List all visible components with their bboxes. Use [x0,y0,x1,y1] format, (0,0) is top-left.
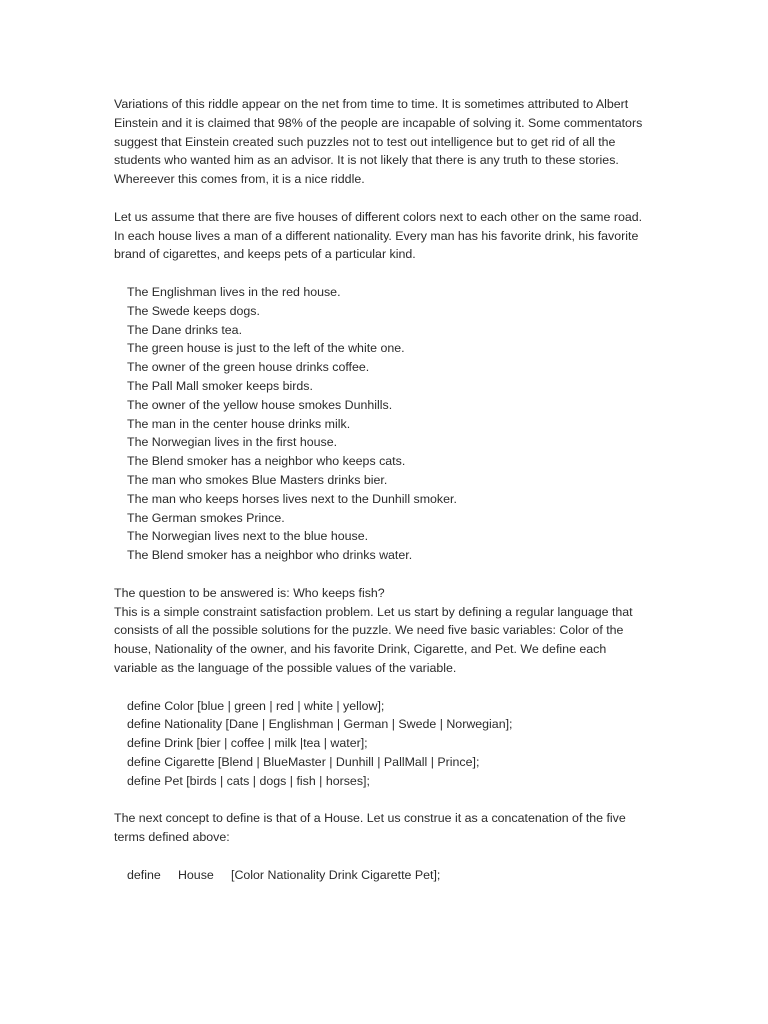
clue-item: The Swede keeps dogs. [127,303,260,318]
text-line: consists of all the possible solutions for the puzzle. We need five basic variables: Color of the [114,623,624,638]
definition-item: define Pet [birds | cats | dogs | fish | horses]; [127,773,370,788]
definition-item: define Color [blue | green | red | white | yellow]; [127,698,385,713]
paragraph-gap [114,565,634,584]
text-line: variable as the language of the possible values of the variable. [114,660,457,675]
house-definition-block [114,866,634,885]
clue-item: The Blend smoker has a neighbor who keeps cats. [127,454,406,469]
text-line: terms defined above: [114,830,230,845]
text-line: house, Nationality of the owner, and his favorite Drink, Cigarette, and Pet. We define each [114,642,607,657]
clue-item: The man in the center house drinks milk. [127,416,351,431]
definition-item: define Cigarette [Blend | BlueMaster | Dunhill | PallMall | Prince]; [127,754,480,769]
intro-paragraph [114,95,643,189]
clue-item: The Pall Mall smoker keeps birds. [127,378,313,393]
text-line: Einstein and it is claimed that 98% of the people are incapable of solving it. Some commentators [114,115,643,130]
clue-item: The German smokes Prince. [127,510,285,525]
definition-list [114,697,634,791]
text-line: The next concept to define is that of a House. Let us construe it as a concatenation of the five [114,811,626,826]
clue-item: The owner of the green house drinks coffee. [127,360,370,375]
clue-item: The owner of the yellow house smokes Dunhills. [127,397,393,412]
paragraph-gap [114,790,634,809]
clue-list [114,283,634,565]
clue-item: The Norwegian lives in the first house. [127,435,338,450]
text-line: Variations of this riddle appear on the net from time to time. It is sometimes attributed to Albert [114,97,629,111]
text-line: In each house lives a man of a different nationality. Every man has his favorite drink, his favorite [114,228,639,243]
text-line: brand of cigarettes, and keeps pets of a particular kind. [114,247,416,262]
paragraph-gap [114,847,634,866]
clue-item: The Englishman lives in the red house. [127,284,341,299]
paragraph-gap [114,264,634,283]
definition-item: define Nationality [Dane | Englishman | German | Swede | Norwegian]; [127,717,513,732]
document-page [114,95,643,884]
house-concept-paragraph [114,809,634,847]
text-line: suggest that Einstein created such puzzles not to test out intelligence but to get rid of all the [114,134,616,149]
clue-item: The man who keeps horses lives next to the Dunhill smoker. [127,491,457,506]
assumption-paragraph [114,208,643,264]
question-line: The question to be answered is: Who keeps fish? [114,585,385,600]
house-definition: define House [Color Nationality Drink Cigarette Pet]; [127,867,441,882]
text-line: students who wanted him as an advisor. It is not likely that there is any truth to these stories. [114,153,619,168]
clue-item: The Blend smoker has a neighbor who drinks water. [127,548,413,563]
paragraph-gap [114,189,634,208]
text-line: This is a simple constraint satisfaction problem. Let us start by defining a regular language that [114,604,633,619]
clue-item: The Norwegian lives next to the blue house. [127,529,369,544]
clue-item: The green house is just to the left of the white one. [127,341,405,356]
definition-item: define Drink [bier | coffee | milk |tea | water]; [127,736,368,751]
question-paragraph [114,584,634,678]
text-line: Let us assume that there are five houses of different colors next to each other on the same road. [114,209,643,224]
text-line: Whereever this comes from, it is a nice riddle. [114,172,365,187]
clue-item: The man who smokes Blue Masters drinks bier. [127,472,388,487]
clue-item: The Dane drinks tea. [127,322,243,337]
paragraph-gap [114,678,634,697]
